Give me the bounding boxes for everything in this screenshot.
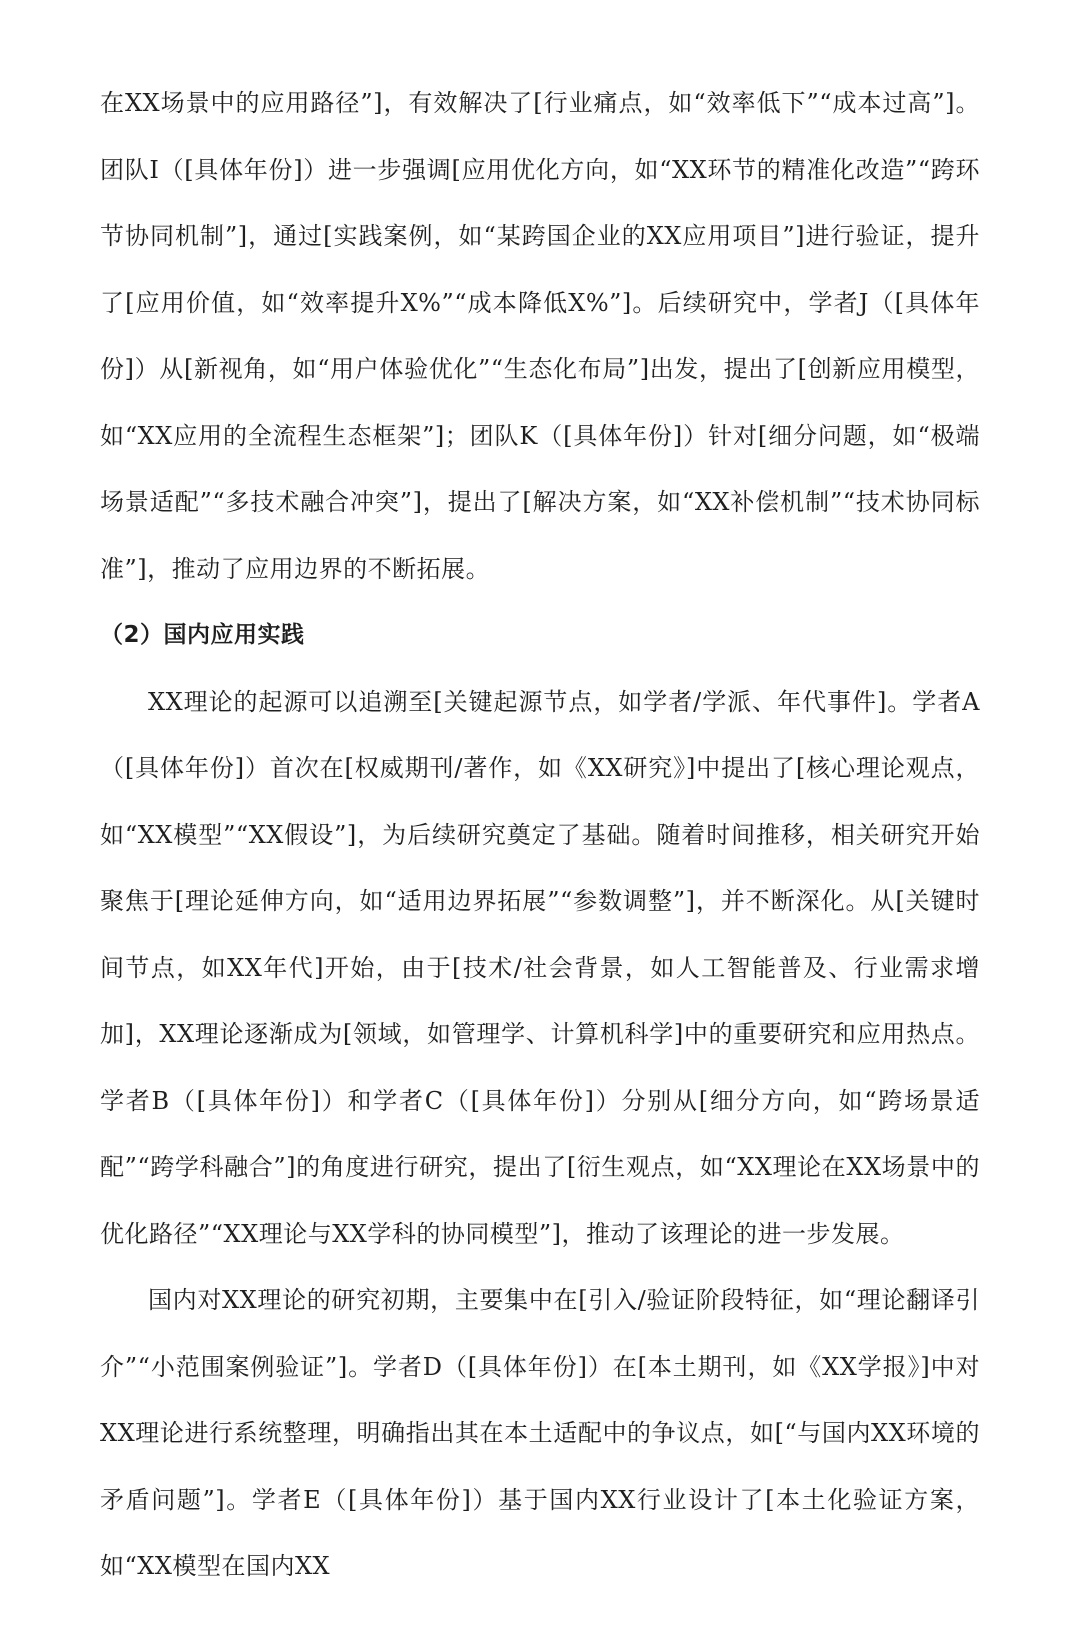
body-paragraph-theory-origin: XX理论的起源可以追溯至[关键起源节点，如学者/学派、年代事件]。学者A（[具体年份]）首次在[权威期刊/著作，如《XX研究》]中提出了[核心理论观点，如“XX模型”“XX假设”]，为后续研究奠定了基础。随着时间推移，相关研究开始聚焦于[理论延伸方向，如“适用边界拓展”“参数调整”]，并不断深化。从[关键时间节点，如XX年代]开始，由于[技术/社会背景，如人工智能普及、行业需求增加]，XX理论逐渐成为[领域，如管理学、计算机科学]中的重要研究和应用热点。学者B（[具体年份]）和学者C（[具体年份]）分别从[细分方向，如“跨场景适配”“跨学科融合”]的角度进行研究，提出了[衍生观点，如“XX理论在XX场景中的优化路径”“XX理论与XX学科的协同模型”]，推动了该理论的进一步发展。 — [100, 687, 980, 1248]
body-paragraph-domestic-research: 国内对XX理论的研究初期，主要集中在[引入/验证阶段特征，如“理论翻译引介”“小范围案例验证”]。学者D（[具体年份]）在[本土期刊，如《XX学报》]中对XX理论进行系统整理，明确指出其在本土适配中的争议点，如[“与国内XX环境的矛盾问题”]。学者E（[具体年份]）基于国内XX行业设计了[本土化验证方案，如“XX模型在国内XX — [100, 1286, 980, 1580]
body-paragraph-applications: 在XX场景中的应用路径”]，有效解决了[行业痛点，如“效率低下”“成本过高”]。团队I（[具体年份]）进一步强调[应用优化方向，如“XX环节的精准化改造”“跨环节协同机制”]，通过[实践案例，如“某跨国企业的XX应用项目”]进行验证，提升了[应用价值，如“效率提升X%”“成本降低X%”]。后续研究中，学者J（[具体年份]）从[新视角，如“用户体验优化”“生态化布局”]出发，提出了[创新应用模型，如“XX应用的全流程生态框架”]；团队K（[具体年份]）针对[细分问题，如“极端场景适配”“多技术融合冲突”]，提出了[解决方案，如“XX补偿机制”“技术协同标准”]，推动了应用边界的不断拓展。 — [100, 89, 980, 583]
section-heading-domestic-practice: （2）国内应用实践 — [100, 622, 305, 648]
